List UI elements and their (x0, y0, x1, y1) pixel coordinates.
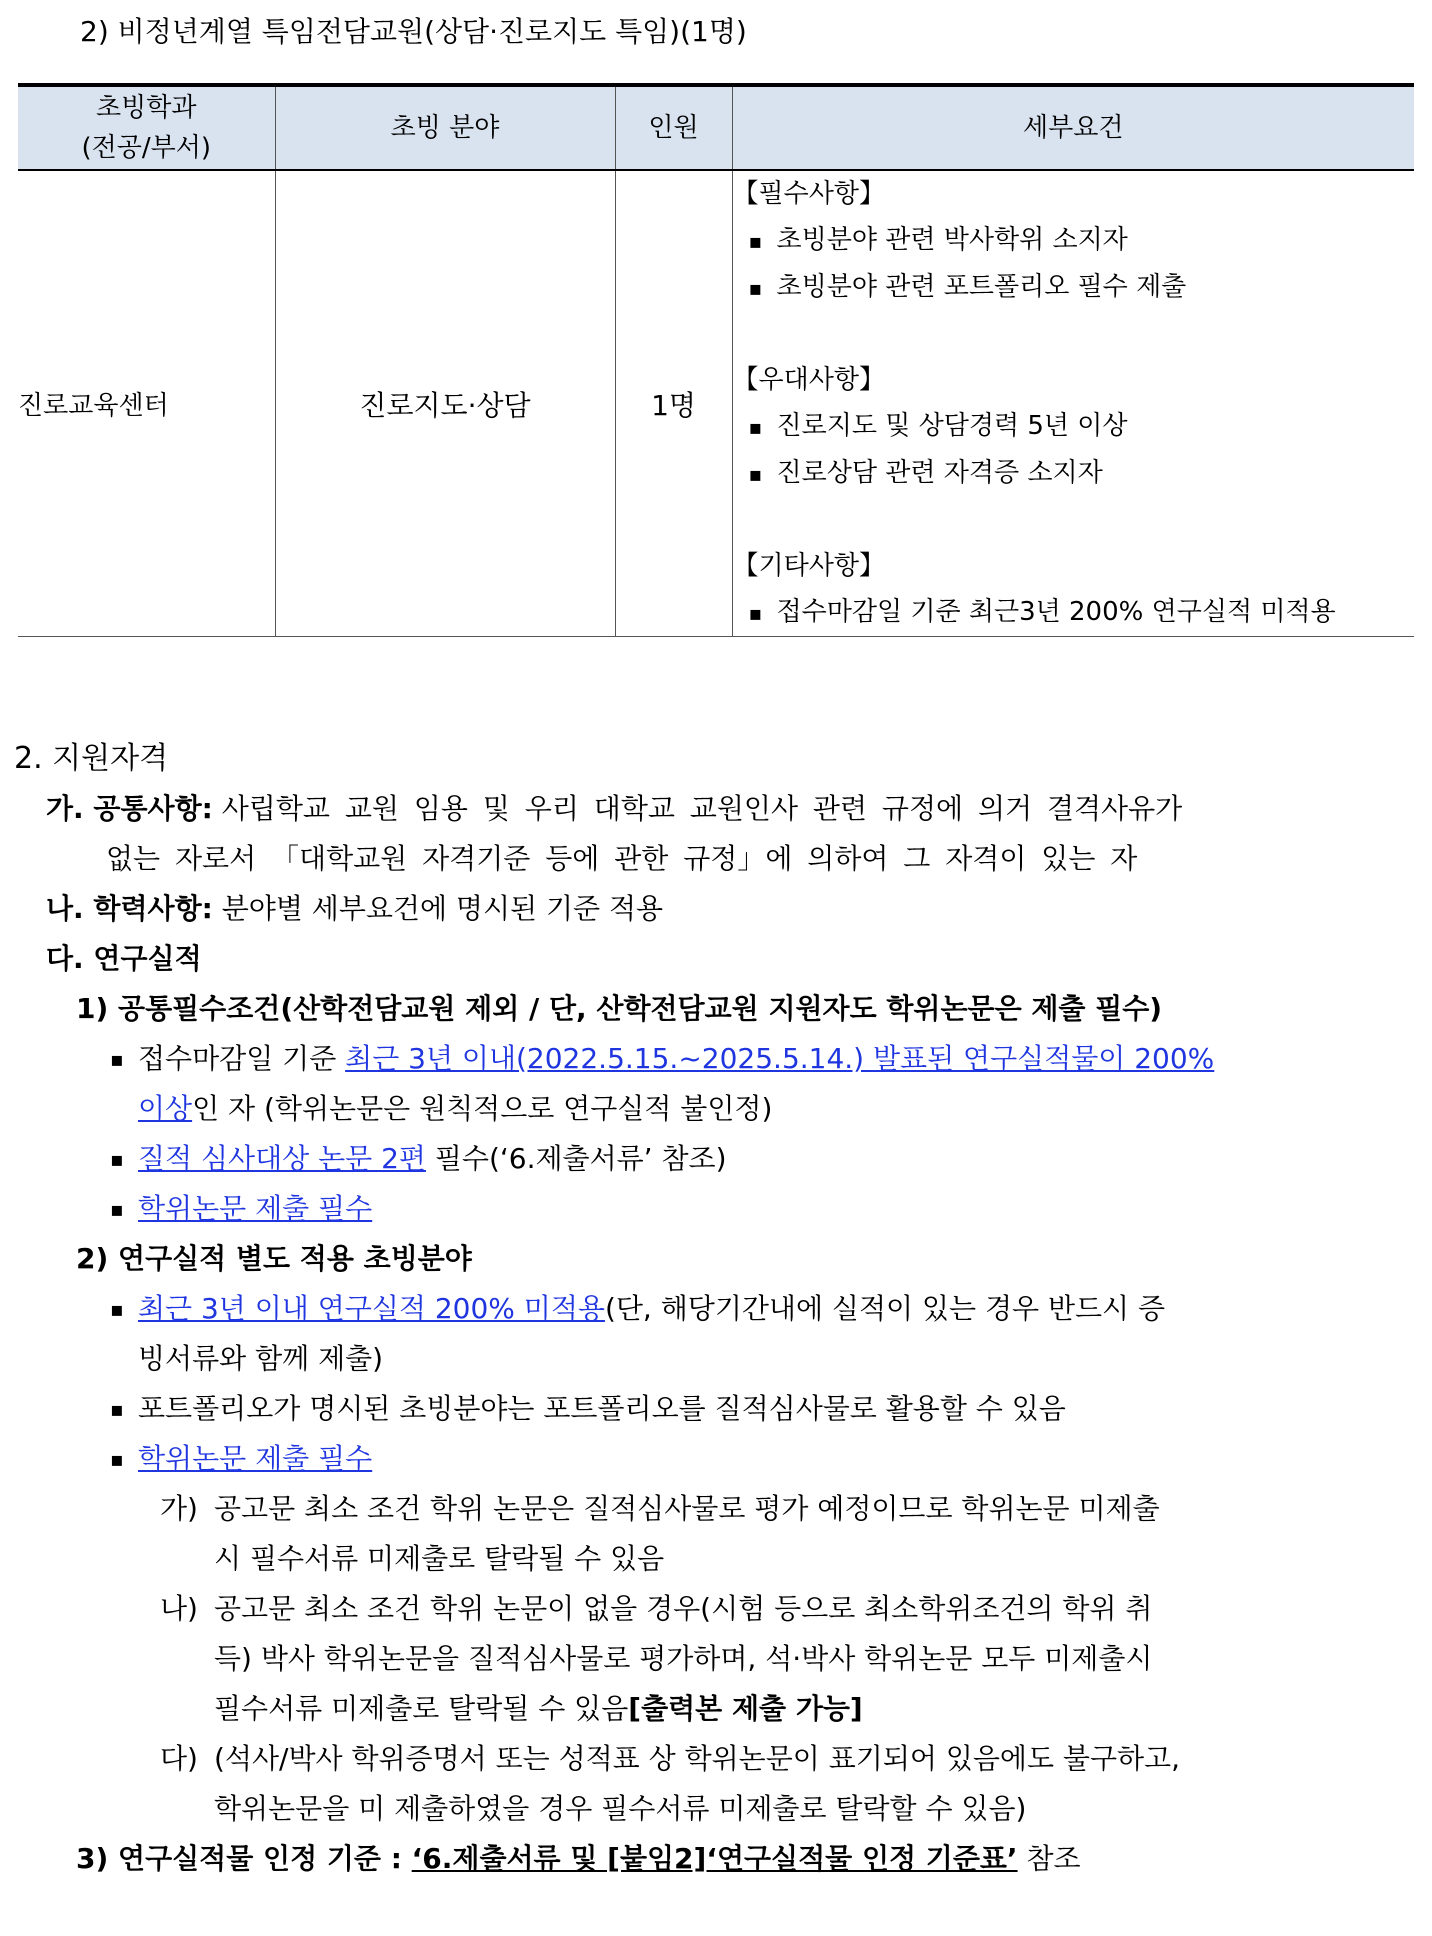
header-dept-line2: (전공/부서) (81, 133, 211, 163)
item-ga (46, 784, 1414, 834)
sub-item-ga-text1: 공고문 최소 조건 학위 논문은 질적심사물로 평가 예정이므로 학위논문 미제출 (214, 1492, 1160, 1525)
preferred-item: ▪ 진로지도 및 상담경력 5년 이상 (733, 403, 1415, 450)
d2-b1-post1: (단, 해당기간내에 실적이 있는 경우 반드시 증 (604, 1292, 1166, 1325)
sub-item-ga-label: 가) (160, 1492, 198, 1525)
d3-post: 참조 (1017, 1842, 1081, 1875)
d3-line (76, 1834, 1414, 1884)
sub-item-da-label: 다) (160, 1742, 198, 1775)
header-field: 초빙 분야 (275, 85, 615, 170)
cell-field: 진로지도·상담 (275, 170, 615, 637)
d1-bullet-2 (110, 1134, 1414, 1184)
sub-item-na-text3: 필수서류 미제출로 탈락될 수 있음 (214, 1692, 629, 1725)
d2-b1-link[interactable]: 최근 3년 이내 연구실적 200% 미적용 (138, 1292, 605, 1325)
d1-b1-link2[interactable]: 이상 (138, 1092, 193, 1125)
sub-item-na-label: 나) (160, 1592, 198, 1625)
item-ga-text2: 없는 자로서 「대학교원 자격기준 등에 관한 규정」에 의하여 그 자격이 있는 자 (106, 842, 1138, 875)
d1-b1-post: 인 자 (학위논문은 원칙적으로 연구실적 불인정) (192, 1092, 773, 1125)
section-title: 2. 지원자격 (14, 741, 169, 776)
item-ga-text1: 사립학교 교원 임용 및 우리 대학교 교원인사 관련 규정에 의거 결격사유가 (221, 792, 1183, 825)
sub-item-da (160, 1734, 1414, 1834)
other-item: ▪ 접수마감일 기준 최근3년 200% 연구실적 미적용 (733, 589, 1415, 636)
sub-item-na (160, 1584, 1414, 1734)
square-bullet-icon: ▪ (110, 1047, 124, 1071)
sub-item-na-text1: 공고문 최소 조건 학위 논문이 없을 경우(시험 등으로 최소학위조건의 학위 취 (214, 1592, 1153, 1625)
recruitment-table (18, 83, 1414, 637)
subsection-title: 2) 비정년계열 특임전담교원(상담·진로지도 특임)(1명) (80, 15, 747, 48)
sub-item-da-text1: (석사/박사 학위증명서 또는 성적표 상 학위논문이 표기되어 있음에도 불구하고, (214, 1742, 1181, 1775)
header-count: 인원 (615, 85, 732, 170)
preferred-title: 【우대사항】 (732, 365, 885, 395)
square-bullet-icon: ▪ (110, 1297, 124, 1321)
table-row (18, 170, 1414, 637)
d1-bullet-1 (110, 1034, 1414, 1134)
d3-reference: ‘6.제출서류 및 [붙임2]‘연구실적물 인정 기준표’ (411, 1842, 1018, 1875)
d2-b3-link[interactable]: 학위논문 제출 필수 (138, 1442, 373, 1475)
cell-dept: 진로교육센터 (18, 170, 275, 637)
d2-title: 2) 연구실적 별도 적용 초빙분야 (76, 1242, 472, 1275)
item-na-text: 분야별 세부요건에 명시된 기준 적용 (221, 892, 664, 925)
sub-item-na-text2: 득) 박사 학위논문을 질적심사물로 평가하며, 석·박사 학위논문 모두 미제출시 (214, 1642, 1153, 1675)
d1-b1-pre: 접수마감일 기준 (138, 1042, 346, 1075)
d1-b3-link[interactable]: 학위논문 제출 필수 (138, 1192, 373, 1225)
item-da-label: 다. 연구실적 (46, 942, 202, 975)
other-title: 【기타사항】 (732, 551, 885, 581)
header-dept (18, 85, 275, 170)
section-2 (14, 734, 1414, 1884)
d3-pre: 3) 연구실적물 인정 기준 : (76, 1842, 412, 1875)
required-item: ▪ 초빙분야 관련 포트폴리오 필수 제출 (733, 264, 1415, 311)
d2-bullet-1 (110, 1284, 1414, 1384)
header-dept-line1: 초빙학과 (96, 93, 197, 123)
cell-count: 1명 (615, 170, 732, 637)
d2-b1-post2: 빙서류와 함께 제출) (138, 1342, 384, 1375)
item-ga-label: 가. 공통사항: (46, 792, 213, 825)
table-header-row (18, 85, 1414, 170)
header-detail: 세부요건 (732, 85, 1414, 170)
d1-b1-link[interactable]: 최근 3년 이내(2022.5.15.~2025.5.14.) 발표된 연구실적물이 200% (345, 1042, 1215, 1075)
square-bullet-icon: ▪ (110, 1147, 124, 1171)
sub-item-da-text2: 학위논문을 미 제출하였을 경우 필수서류 미제출로 탈락할 수 있음) (214, 1792, 1027, 1825)
d2-bullet-3 (110, 1434, 1414, 1484)
d2-bullet-2 (110, 1384, 1414, 1434)
cell-detail (732, 170, 1414, 637)
required-item: ▪ 초빙분야 관련 박사학위 소지자 (733, 217, 1415, 264)
sub-item-ga (160, 1484, 1414, 1584)
sub-item-ga-text2: 시 필수서류 미제출로 탈락될 수 있음 (214, 1542, 665, 1575)
square-bullet-icon: ▪ (110, 1397, 124, 1421)
required-title: 【필수사항】 (732, 179, 885, 209)
square-bullet-icon: ▪ (110, 1447, 124, 1471)
item-na-label: 나. 학력사항: (46, 892, 213, 925)
d1-bullet-3 (110, 1184, 1414, 1234)
item-na (46, 884, 1414, 934)
d1-b2-link[interactable]: 질적 심사대상 논문 2편 (138, 1142, 426, 1175)
sub-item-na-bold: [출력본 제출 가능] (628, 1692, 863, 1725)
square-bullet-icon: ▪ (110, 1197, 124, 1221)
d2-b2-text: 포트폴리오가 명시된 초빙분야는 포트폴리오를 질적심사물로 활용할 수 있음 (138, 1392, 1066, 1425)
d1-b2-post: 필수(‘6.제출서류’ 참조) (425, 1142, 727, 1175)
d1-title: 1) 공통필수조건(산학전담교원 제외 / 단, 산학전담교원 지원자도 학위논문은 제출 필수) (76, 992, 1163, 1025)
preferred-item: ▪ 진로상담 관련 자격증 소지자 (733, 450, 1415, 497)
